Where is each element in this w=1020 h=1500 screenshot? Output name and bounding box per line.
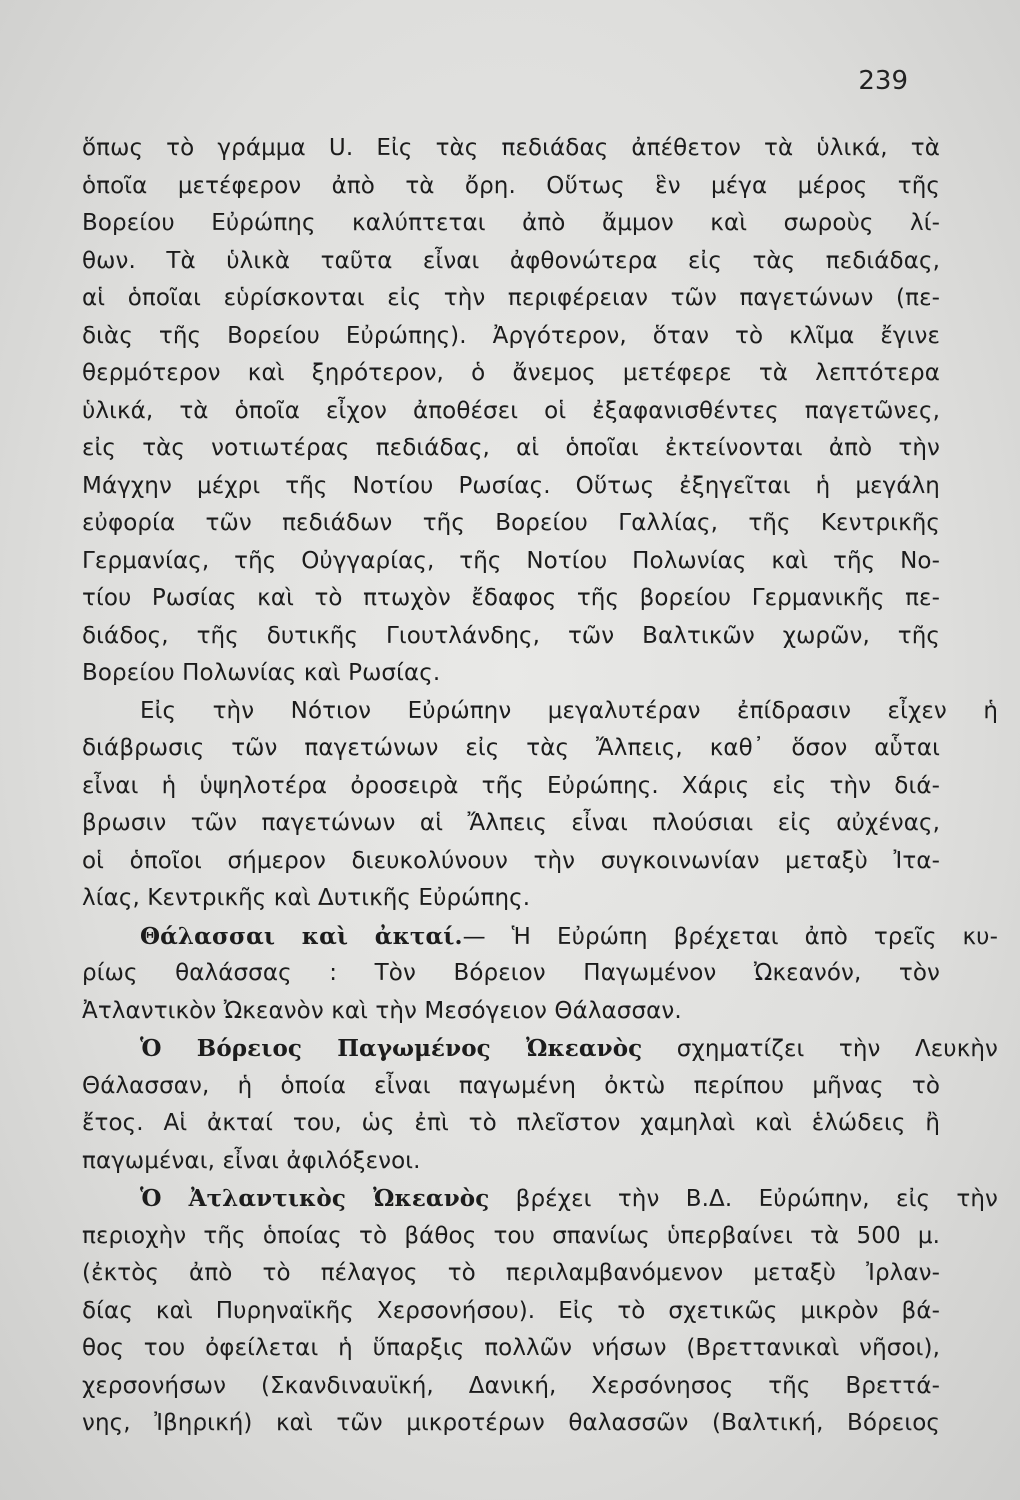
- line-text: οἱ ὁποῖοι σήμερον διευκολύνουν τὴν συγκοινωνίαν μεταξὺ Ἰτα-: [82, 847, 940, 874]
- section-heading: Ὁ Ἀτλαντικὸς Ὠκεανὸς: [140, 1185, 490, 1212]
- line-text: Βορείου Πολωνίας καὶ Ρωσίας.: [82, 660, 441, 686]
- line-text: εἰς τὰς νοτιωτέρας πεδιάδας, αἱ ὁποῖαι ἐκτείνονται ἀπὸ τὴν: [82, 435, 940, 461]
- line-text: διάβρωσις τῶν παγετώνων εἰς τὰς Ἄλπεις, καθ᾽ ὅσον αὗται: [82, 735, 940, 761]
- line-text: θερμότερον καὶ ξηρότερον, ὁ ἄνεμος μετέφερε τὰ λεπτότερα: [82, 360, 940, 386]
- line-text: θος του ὀφείλεται ἡ ὕπαρξις πολλῶν νήσων (Βρεττανικαὶ νῆσοι),: [82, 1335, 940, 1361]
- line-text: δίας καὶ Πυρηναϊκῆς Χερσονήσου). Εἰς τὸ σχετικῶς μικρὸν βά-: [82, 1297, 940, 1324]
- text-line: [82, 430, 940, 468]
- line-text: ὅπως τὸ γράμμα U. Εἰς τὰς πεδιάδας ἀπέθετον τὰ ὑλικά, τὰ: [82, 135, 940, 161]
- section-heading: Θάλασσαι καὶ ἀκταί.: [140, 922, 463, 950]
- line-text: ἔτος. Αἱ ἀκταί του, ὡς ἐπὶ τὸ πλεῖστον χαμηλαὶ καὶ ἑλώδεις ἢ: [82, 1110, 940, 1136]
- text-line: [82, 993, 940, 1031]
- line-text: Ἀτλαντικὸν Ὠκεανὸν καὶ τὴν Μεσόγειον Θάλασσαν.: [82, 997, 682, 1024]
- line-text: αἱ ὁποῖαι εὑρίσκονται εἰς τὴν περιφέρειαν τῶν παγετώνων (πε-: [82, 285, 940, 311]
- line-text: — Ἡ Εὐρώπη βρέχεται ἀπὸ τρεῖς κυ-: [462, 923, 998, 950]
- line-text: εἶναι ἡ ὑψηλοτέρα ὀροσειρὰ τῆς Εὐρώπης. Χάρις εἰς τὴν διά-: [82, 772, 940, 799]
- text-line: [82, 355, 940, 393]
- section-heading: Ὁ Βόρειος Παγωμένος Ὠκεανὸς: [140, 1035, 643, 1062]
- line-text: ρίως θαλάσσας : Τὸν Βόρειον Παγωμένον Ὠκεανόν, τὸν: [82, 960, 940, 986]
- text-line: [82, 1255, 940, 1293]
- page-number: 239: [858, 66, 908, 96]
- line-text: ὑλικά, τὰ ὁποῖα εἶχον ἀποθέσει οἱ ἐξαφανισθέντες παγετῶνες,: [82, 397, 940, 424]
- text-line: [82, 880, 940, 918]
- line-text: Βορείου Εὐρώπης καλύπτεται ἀπὸ ἄμμον καὶ σωροὺς λί-: [82, 210, 940, 236]
- text-line: [82, 130, 940, 168]
- text-line: [82, 768, 940, 806]
- line-text: διὰς τῆς Βορείου Εὐρώπης). Ἀργότερον, ὅταν τὸ κλῖμα ἔγινε: [82, 322, 940, 349]
- text-line: [82, 730, 940, 768]
- line-text: ὁποῖα μετέφερον ἀπὸ τὰ ὄρη. Οὕτως ἓν μέγα μέρος τῆς: [82, 172, 940, 199]
- text-line: [82, 505, 940, 543]
- body-text: [82, 130, 998, 1443]
- line-text: βρωσιν τῶν παγετώνων αἱ Ἄλπεις εἶναι πλούσιαι εἰς αὐχένας,: [82, 810, 940, 836]
- text-line: [82, 243, 940, 281]
- text-line: [82, 1405, 940, 1443]
- text-line: [82, 805, 940, 843]
- text-line: [82, 580, 940, 618]
- text-line: [82, 918, 998, 956]
- text-line: [82, 655, 940, 693]
- text-line: [82, 1068, 940, 1106]
- text-line: [82, 205, 940, 243]
- text-line: [82, 1143, 940, 1181]
- text-line: [82, 168, 940, 206]
- line-text: Θάλασσαν, ἡ ὁποία εἶναι παγωμένη ὀκτὼ περίπου μῆνας τὸ: [82, 1072, 940, 1099]
- line-text: εὐφορία τῶν πεδιάδων τῆς Βορείου Γαλλίας, τῆς Κεντρικῆς: [82, 510, 940, 536]
- line-text: Γερμανίας, τῆς Οὐγγαρίας, τῆς Νοτίου Πολωνίας καὶ τῆς Νο-: [82, 547, 940, 574]
- line-text: περιοχὴν τῆς ὁποίας τὸ βάθος του σπανίως ὑπερβαίνει τὰ 500 μ.: [82, 1222, 940, 1249]
- text-line: [82, 1293, 940, 1331]
- text-line: [82, 693, 998, 731]
- text-line: [82, 955, 940, 993]
- text-line: [82, 1368, 940, 1406]
- text-line: [82, 393, 940, 431]
- line-text: παγωμέναι, εἶναι ἀφιλόξενοι.: [82, 1147, 421, 1174]
- text-line: [82, 618, 940, 656]
- text-line: [82, 318, 940, 356]
- line-text: λίας, Κεντρικῆς καὶ Δυτικῆς Εὐρώπης.: [82, 885, 531, 911]
- text-line: [82, 1330, 940, 1368]
- line-text: χερσονήσων (Σκανδιναυϊκή, Δανική, Χερσόνησος τῆς Βρεττά-: [82, 1372, 940, 1399]
- line-text: νης, Ἰβηρική) καὶ τῶν μικροτέρων θαλασσῶν (Βαλτική, Βόρειος: [82, 1410, 940, 1436]
- line-text: Μάγχην μέχρι τῆς Νοτίου Ρωσίας. Οὕτως ἐξηγεῖται ἡ μεγάλη: [82, 472, 940, 499]
- line-text: βρέχει τὴν Β.Δ. Εὐρώπην, εἰς τὴν: [489, 1186, 998, 1212]
- text-line: [82, 1218, 940, 1256]
- text-line: [82, 843, 940, 881]
- line-text: Εἰς τὴν Νότιον Εὐρώπην μεγαλυτέραν ἐπίδρασιν εἶχεν ἡ: [140, 697, 998, 724]
- line-text: σχηματίζει τὴν Λευκὴν: [642, 1036, 998, 1062]
- text-line: [82, 1105, 940, 1143]
- text-line: [82, 280, 940, 318]
- text-line: [82, 543, 940, 581]
- text-line: [82, 468, 940, 506]
- line-text: θων. Τὰ ὑλικὰ ταῦτα εἶναι ἀφθονώτερα εἰς τὰς πεδιάδας,: [82, 247, 940, 274]
- text-line: [82, 1180, 998, 1218]
- line-text: (ἐκτὸς ἀπὸ τὸ πέλαγος τὸ περιλαμβανόμενον μεταξὺ Ἰρλαν-: [82, 1260, 940, 1286]
- line-text: διάδος, τῆς δυτικῆς Γιουτλάνδης, τῶν Βαλτικῶν χωρῶν, τῆς: [82, 622, 940, 649]
- line-text: τίου Ρωσίας καὶ τὸ πτωχὸν ἔδαφος τῆς βορείου Γερμανικῆς πε-: [82, 585, 940, 611]
- text-line: [82, 1030, 998, 1068]
